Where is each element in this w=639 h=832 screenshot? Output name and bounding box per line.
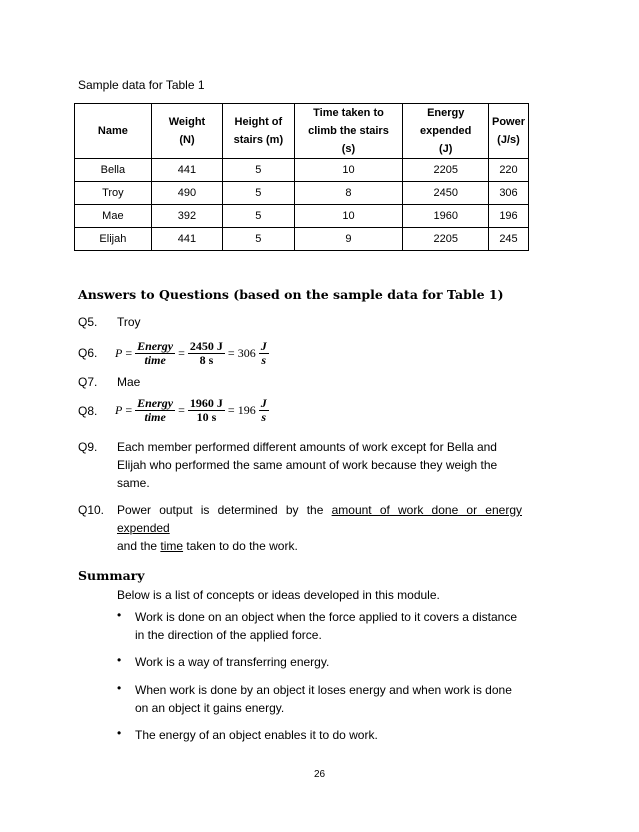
list-item-text xyxy=(135,726,522,744)
q10-underlined-text: amount of work done or energy expended xyxy=(117,503,522,535)
equals-sign: = xyxy=(227,403,235,417)
fraction xyxy=(188,340,225,367)
list-item xyxy=(117,653,522,673)
q5-answer: Troy xyxy=(117,315,141,329)
formula-result: 306 xyxy=(237,346,256,360)
numerator: 2450 J xyxy=(189,339,223,353)
equals-sign: = xyxy=(125,403,133,417)
header-weight-line2: (N) xyxy=(179,134,195,146)
cell-power: 306 xyxy=(488,182,528,205)
list-item-line: Work is a way of transferring energy. xyxy=(135,655,330,669)
header-time-line1: Time taken to xyxy=(313,107,384,119)
list-item-line: The energy of an object enables it to do work. xyxy=(135,728,378,742)
q9-line: Each member performed different amounts of work except for Bella and xyxy=(117,440,497,454)
unit-denominator: s xyxy=(261,410,267,424)
list-item-text xyxy=(135,681,522,717)
list-item-line: Work is done on an object when the force applied to it covers a distance xyxy=(135,610,518,624)
table-row xyxy=(75,205,529,228)
list-item-line: When work is done by an object it loses energy and when work is done xyxy=(135,683,512,697)
q10-underlined-text: time xyxy=(160,539,184,553)
list-item-line: in the direction of the applied force. xyxy=(135,628,322,642)
denominator: time xyxy=(144,410,166,424)
unit-numerator: J xyxy=(260,339,267,353)
cell-time: 10 xyxy=(294,159,403,182)
q8-label: Q8. xyxy=(78,404,98,418)
bullet-icon: • xyxy=(117,608,122,622)
cell-energy: 1960 xyxy=(403,205,489,228)
unit-fraction xyxy=(259,397,269,424)
cell-energy: 2450 xyxy=(403,182,489,205)
unit-denominator: s xyxy=(261,353,267,367)
list-item-line: on an object it gains energy. xyxy=(135,701,285,715)
cell-name: Troy xyxy=(75,182,152,205)
cell-energy: 2205 xyxy=(403,159,489,182)
header-energy xyxy=(403,104,489,159)
q6-label: Q6. xyxy=(78,346,98,360)
header-height-line1: Height of xyxy=(234,116,283,128)
summary-intro: Below is a list of concepts or ideas developed in this module. xyxy=(117,588,440,602)
denominator: 8 s xyxy=(199,353,214,367)
cell-weight: 441 xyxy=(151,159,222,182)
summary-heading: Summary xyxy=(78,568,145,583)
cell-weight: 490 xyxy=(151,182,222,205)
cell-weight: 392 xyxy=(151,205,222,228)
cell-time: 9 xyxy=(294,228,403,251)
equals-sign: = xyxy=(178,346,185,360)
formula-variable: P xyxy=(115,403,123,417)
header-height-line2: stairs (m) xyxy=(233,134,284,146)
q6-formula xyxy=(115,340,269,367)
list-item xyxy=(117,608,522,648)
bullet-icon: • xyxy=(117,681,122,695)
header-time xyxy=(294,104,403,159)
numerator: Energy xyxy=(137,339,174,353)
q5-label: Q5. xyxy=(78,315,98,329)
q10-label: Q10. xyxy=(78,503,105,517)
header-weight xyxy=(151,104,222,159)
cell-time: 8 xyxy=(294,182,403,205)
q7-label: Q7. xyxy=(78,375,98,389)
header-height xyxy=(223,104,294,159)
q9-line: Elijah who performed the same amount of work because they weigh the xyxy=(117,458,498,472)
header-power-line1: Power xyxy=(491,116,525,128)
table-header-row xyxy=(75,104,529,159)
header-weight-line1: Weight xyxy=(168,116,206,128)
fraction xyxy=(135,397,175,424)
equals-sign: = xyxy=(125,346,133,360)
header-energy-line1: Energy xyxy=(427,107,465,119)
table-row xyxy=(75,182,529,205)
header-energy-line2: expended xyxy=(420,125,472,137)
cell-power: 245 xyxy=(488,228,528,251)
q9-answer xyxy=(117,438,522,492)
page-number: 26 xyxy=(313,769,326,780)
unit-fraction xyxy=(259,340,269,367)
q9-line: same. xyxy=(117,476,150,490)
list-item-text xyxy=(135,653,522,671)
numerator: Energy xyxy=(137,396,174,410)
formula-variable: P xyxy=(115,346,123,360)
cell-weight: 441 xyxy=(151,228,222,251)
list-item-text xyxy=(135,608,522,644)
equals-sign: = xyxy=(178,403,185,417)
table-row xyxy=(75,228,529,251)
header-name: Name xyxy=(75,104,152,159)
cell-height: 5 xyxy=(223,205,294,228)
answers-heading: Answers to Questions (based on the sample data for Table 1) xyxy=(78,287,504,302)
cell-height: 5 xyxy=(223,182,294,205)
cell-energy: 2205 xyxy=(403,228,489,251)
fraction xyxy=(188,397,225,424)
denominator: 10 s xyxy=(196,410,217,424)
cell-name: Bella xyxy=(75,159,152,182)
q10-line2 xyxy=(117,537,522,555)
table-caption: Sample data for Table 1 xyxy=(78,78,205,92)
header-power xyxy=(488,104,528,159)
q10-line1 xyxy=(117,501,522,537)
denominator: time xyxy=(144,353,166,367)
cell-time: 10 xyxy=(294,205,403,228)
q10-answer xyxy=(117,501,522,555)
q10-text: Power output is determined by the xyxy=(117,503,332,517)
header-time-line2: climb the stairs xyxy=(308,125,389,137)
header-time-line3: (s) xyxy=(341,143,356,155)
q10-text: and the xyxy=(117,539,161,553)
q7-answer: Mae xyxy=(117,375,141,389)
numerator: 1960 J xyxy=(189,396,223,410)
equals-sign: = xyxy=(227,346,235,360)
cell-name: Mae xyxy=(75,205,152,228)
unit-numerator: J xyxy=(260,396,267,410)
bullet-icon: • xyxy=(117,653,122,667)
cell-height: 5 xyxy=(223,228,294,251)
cell-power: 220 xyxy=(488,159,528,182)
cell-power: 196 xyxy=(488,205,528,228)
list-item xyxy=(117,726,522,746)
header-energy-line3: (J) xyxy=(438,143,453,155)
bullet-icon: • xyxy=(117,726,122,740)
formula-result: 196 xyxy=(237,403,256,417)
q8-formula xyxy=(115,397,269,424)
header-power-line2: (J/s) xyxy=(497,134,520,146)
q9-label: Q9. xyxy=(78,440,98,454)
cell-name: Elijah xyxy=(75,228,152,251)
q10-text: taken to do the work. xyxy=(183,539,298,553)
list-item xyxy=(117,681,522,721)
cell-height: 5 xyxy=(223,159,294,182)
sample-data-table xyxy=(74,103,529,251)
table-row xyxy=(75,159,529,182)
fraction xyxy=(135,340,175,367)
